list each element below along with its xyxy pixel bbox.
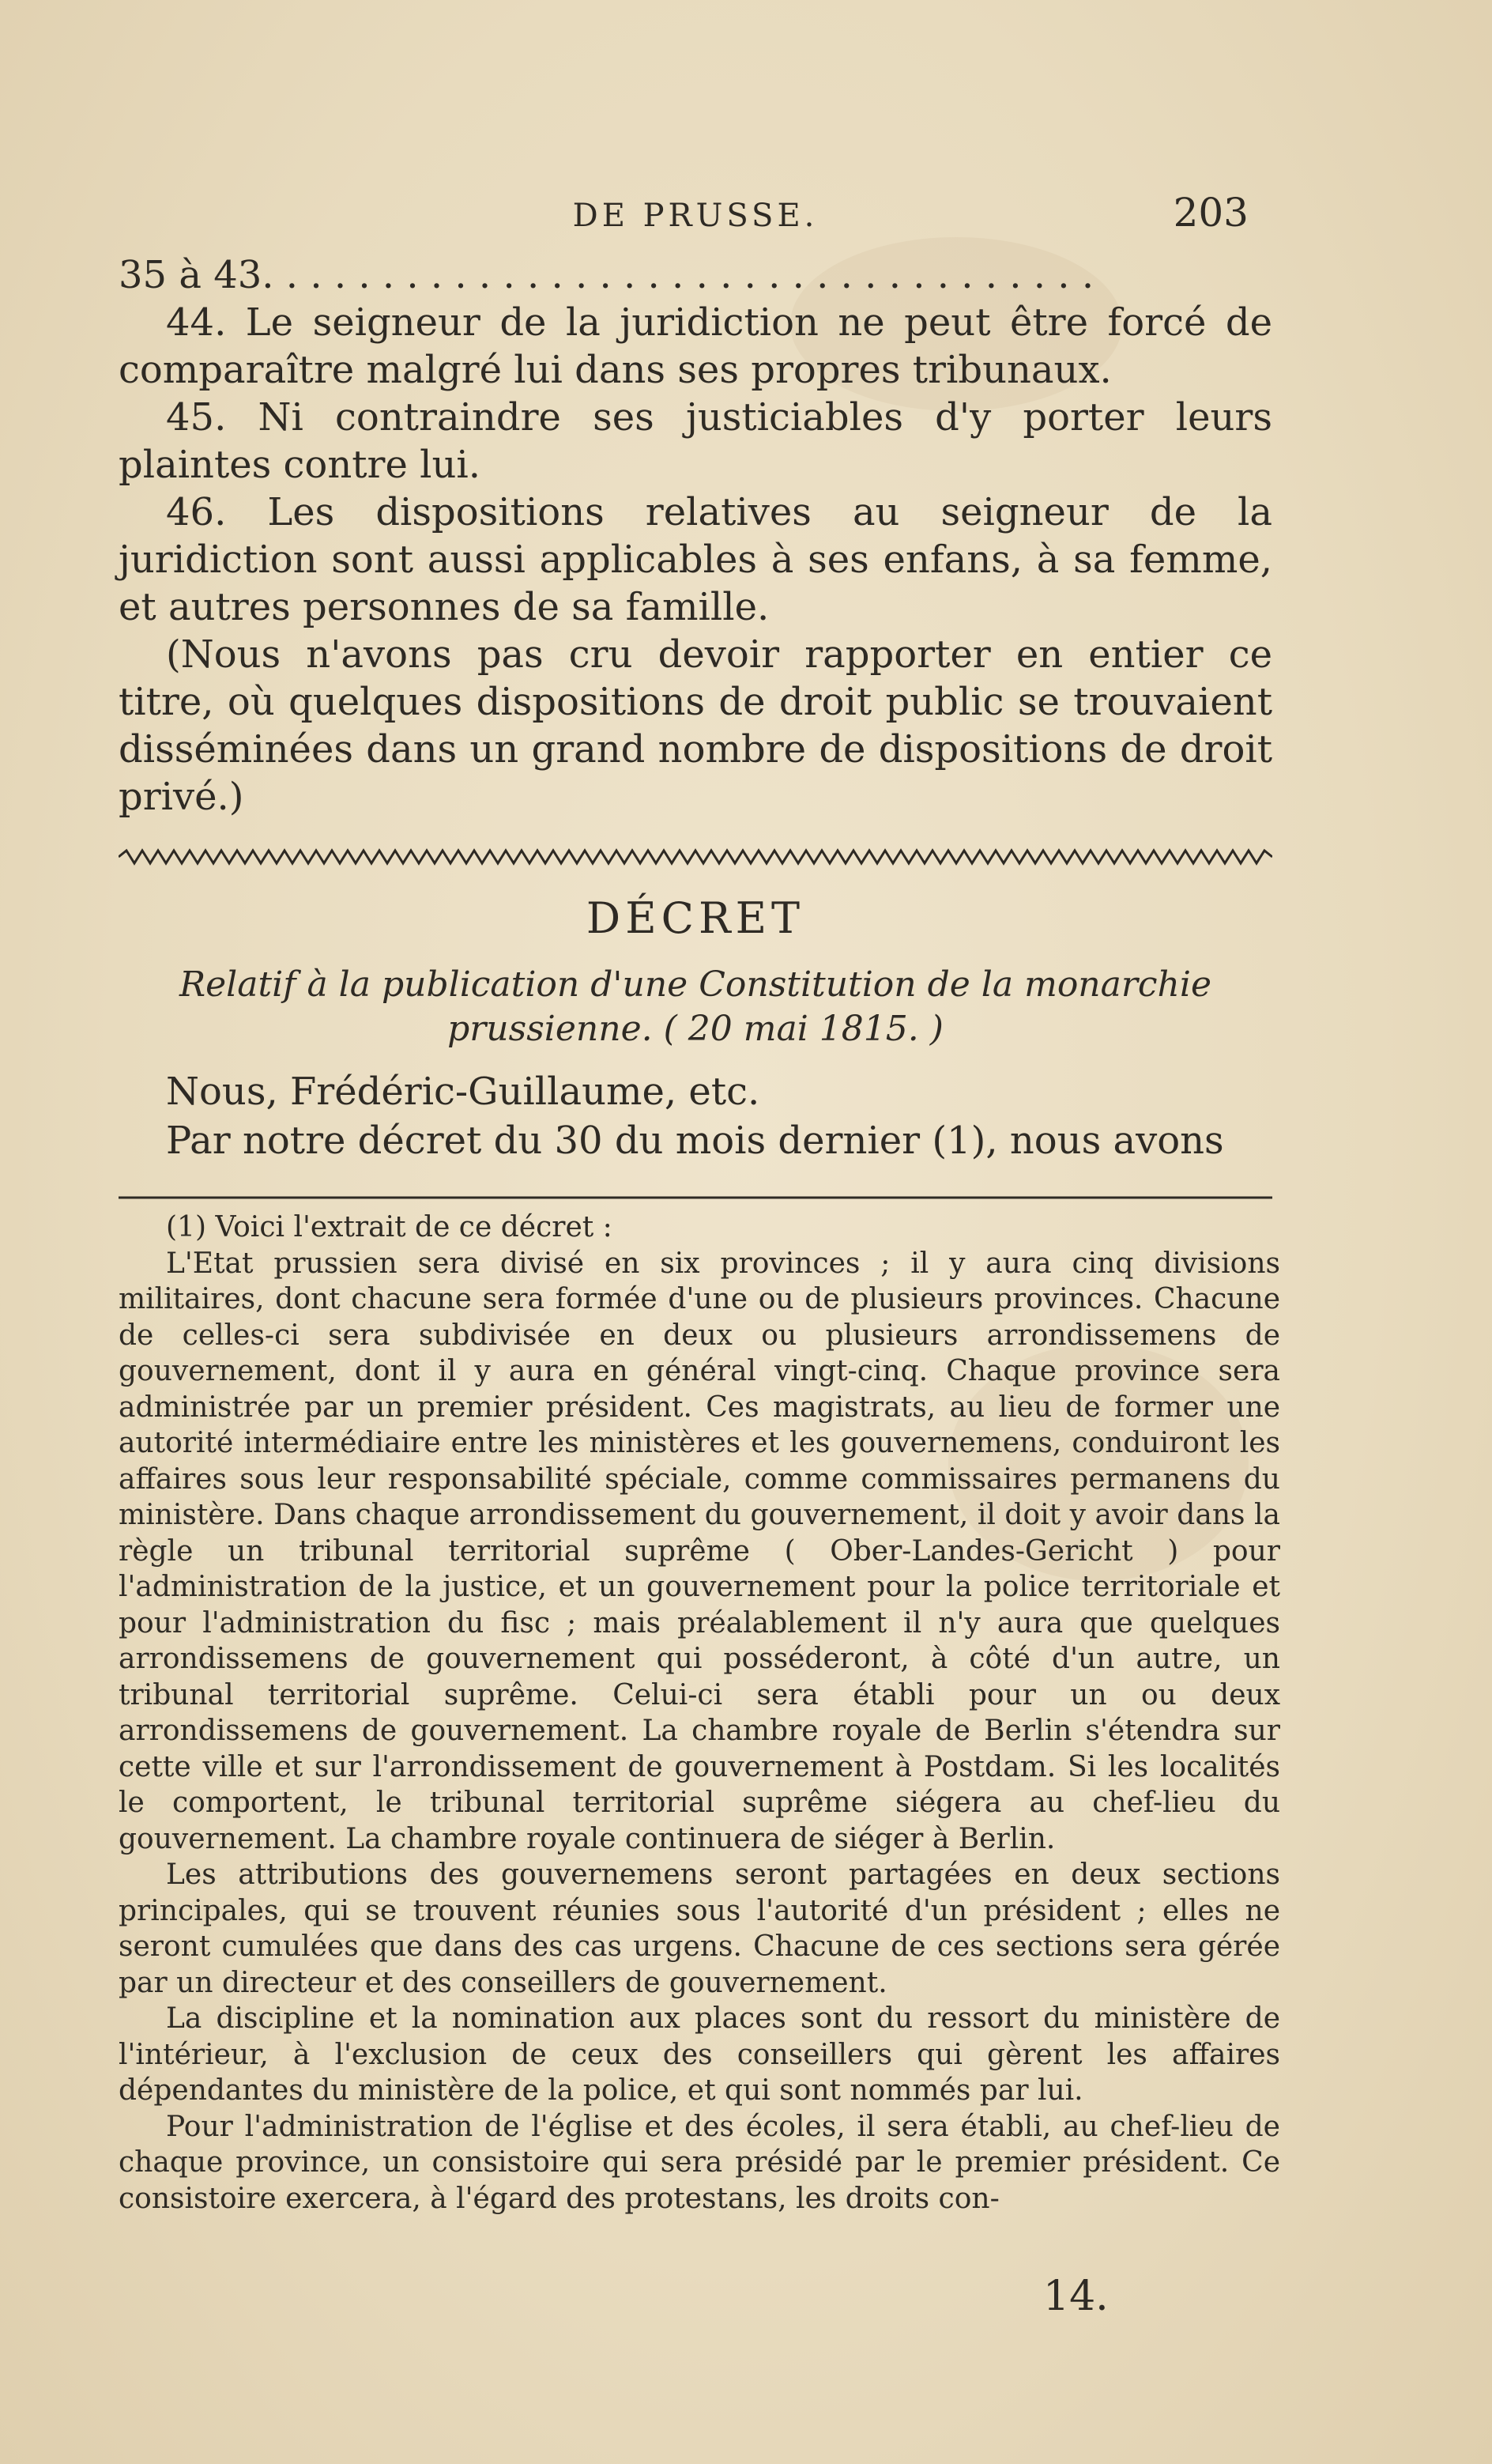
decree-subtitle-line-2: prussienne. ( 20 mai 1815. )	[447, 1009, 944, 1049]
decree-paragraph-1: Nous, Frédéric-Guillaume, etc.	[166, 1070, 760, 1114]
footnote-rule	[119, 1195, 1272, 1200]
article-46: 46. Les dispositions relatives au seigneur de la juridiction sont aussi applicables à ses enfans, à sa femme, et autres personnes de sa famille.	[119, 490, 1272, 629]
signature-mark: 14.	[1043, 2273, 1109, 2320]
articles-section	[119, 251, 1272, 821]
footnote-intro: (1) Voici l'extrait de ce décret :	[166, 1211, 612, 1243]
running-head: DE PRUSSE.	[572, 198, 819, 234]
footnote-paragraph-3: La discipline et la nomination aux places sont du ressort du ministère de l'intérieur, à l'exclusion de ceux des conseillers qui gèrent les affaires dépendantes du ministère de la police, et qui sont nommés par lui.	[119, 2002, 1280, 2107]
footnote-paragraph-1: L'Etat prussien sera divisé en six provinces ; il y aura cinq divisions militaires, dont chacune sera formée d'une ou de plusieurs provinces. Chacune de celles-ci sera subdivisée en deux ou plusieurs arrondissemens de gouvernement, dont il y aura en général vingt-cinq. Chaque province sera administrée par un premier président. Ces magistrats, au lieu de former une autorité intermédiaire entre les ministères et les gouvernemens, conduiront les affaires sous leur responsabilité spéciale, comme commissaires permanens du ministère. Dans chaque arrondissement du gouvernement, il doit y avoir dans la règle un tribunal territorial suprême ( Ober-Landes-Gericht ) pour l'administration de la justice, et un gouvernement pour la police territoriale et pour l'administration du fisc ; mais préalablement il n'y aura que quelques arrondissemens de gouvernement qui posséderont, à côté d'un autre, un tribunal territorial suprême. Celui-ci sera établi pour un ou deux arrondissemens de gouvernement. La chambre royale de Berlin s'étendra sur cette ville et sur l'arrondissement de gouvernement à Postdam. Si les localités le comportent, le tribunal territorial suprême siégera au chef-lieu du gouvernement. La chambre royale continuera de siéger à Berlin.	[119, 1247, 1280, 1855]
decree-paragraph-2: Par notre décret du 30 du mois dernier (1), nous avons	[166, 1119, 1224, 1163]
decree-subtitle	[119, 963, 1272, 1051]
page-number: 203	[1173, 190, 1249, 236]
footnote-paragraph-4: Pour l'administration de l'église et des écoles, il sera établi, au chef-lieu de chaque province, un consistoire qui sera présidé par le premier président. Ce consistoire exercera, à l'égard des protestans, les droits con-	[119, 2110, 1280, 2215]
article-45: 45. Ni contraindre ses justiciables d'y porter leurs plaintes contre lui.	[119, 395, 1272, 487]
ornamental-rule	[119, 846, 1272, 868]
article-range-dots: 35 à 43. . . . . . . . . . . . . . . . . . . . . . . . . . . . . . . . . . .	[119, 253, 1095, 297]
page-header	[119, 190, 1272, 237]
footnote-paragraph-2: Les attributions des gouvernemens seront partagées en deux sections principales, qui se trouvent réunies sous l'autorité d'un président ; elles ne seront cumulées que dans des cas urgens. Chacune de ces sections sera gérée par un directeur et des conseillers de gouvernement.	[119, 1858, 1280, 1999]
decree-body	[119, 1067, 1272, 1165]
footnote-section	[119, 1209, 1280, 2217]
editor-note: (Nous n'avons pas cru devoir rapporter en entier ce titre, où quelques dispositions de droit public se trouvaient disséminées dans un grand nombre de dispositions de droit privé.)	[119, 632, 1272, 819]
decree-title: DÉCRET	[586, 893, 805, 943]
article-44: 44. Le seigneur de la juridiction ne peut être forcé de comparaître malgré lui dans ses propres tribunaux.	[119, 300, 1272, 392]
decree-subtitle-line-1: Relatif à la publication d'une Constitution de la monarchie	[179, 964, 1212, 1005]
